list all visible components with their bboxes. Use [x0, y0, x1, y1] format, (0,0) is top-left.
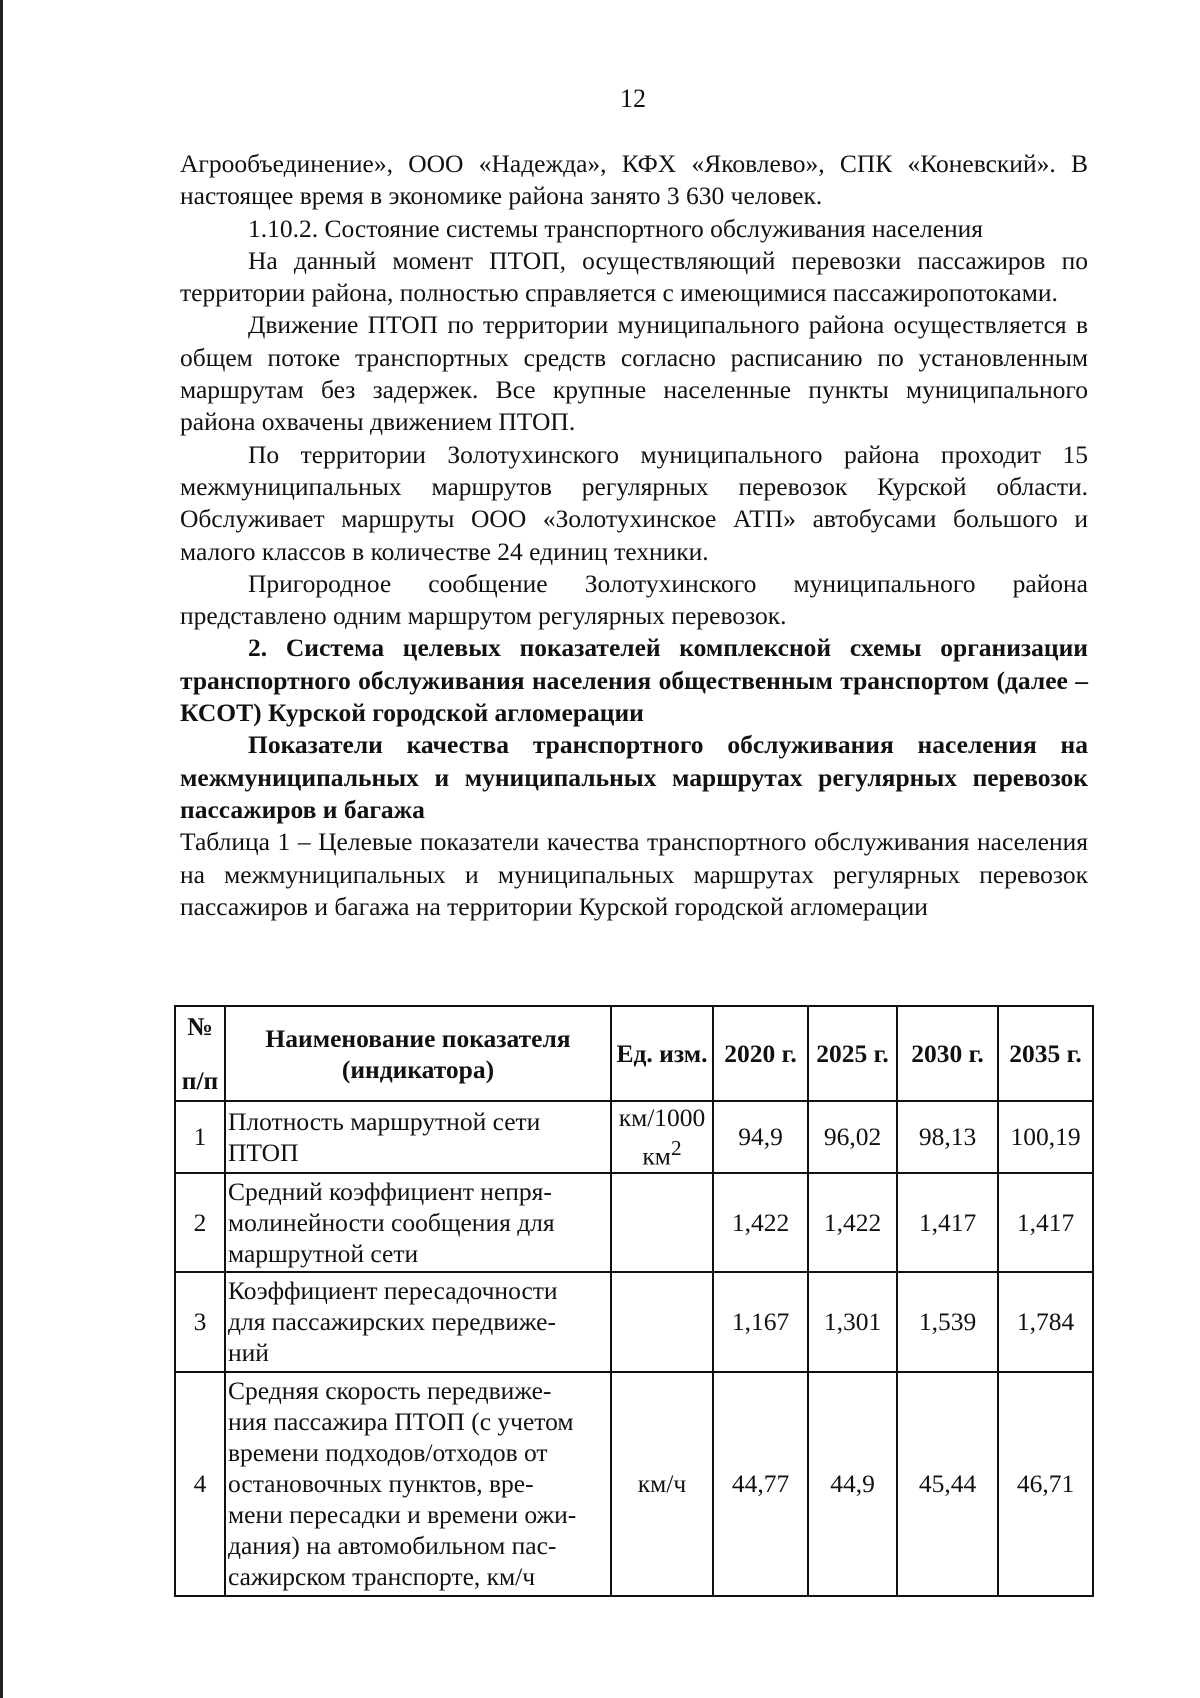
row-value-2035: 100,19 [998, 1101, 1093, 1173]
row-value-2020: 94,9 [713, 1101, 808, 1173]
row-indicator: Плотность маршрутной сети ПТОП [225, 1101, 611, 1173]
row-indicator: Коэффициент пересадочности для пассажирских передвиже- ний [225, 1272, 611, 1372]
row-value-2025: 44,9 [808, 1372, 897, 1596]
header-2035: 2035 г. [998, 1006, 1093, 1101]
header-num-symbol: № [187, 1012, 213, 1041]
paragraph: На данный момент ПТОП, осуществляющий перевозки пассажиров по территории района, полностью справляется с имеющимися пассажиропотоками. [180, 245, 1088, 308]
table-row [175, 1173, 1093, 1272]
row-value-2030: 45,44 [897, 1372, 998, 1596]
table-header-row [175, 1006, 1093, 1101]
table-row [175, 1272, 1093, 1372]
row-num: 2 [175, 1173, 225, 1272]
row-value-2035: 46,71 [998, 1372, 1093, 1596]
row-num: 3 [175, 1272, 225, 1372]
table-row [175, 1372, 1093, 1596]
table-row [175, 1101, 1093, 1173]
paragraph: Движение ПТОП по территории муниципального района осуществляется в общем потоке транспортных средств согласно расписанию по установленным маршрутам без задержек. Все крупные населенные пункты муниципального района охвачены движением ПТОП. [180, 310, 1088, 437]
row-value-2030: 1,417 [897, 1173, 998, 1272]
row-value-2030: 98,13 [897, 1101, 998, 1173]
document-body [180, 148, 1088, 923]
row-num: 4 [175, 1372, 225, 1596]
row-unit: км/1000 $км^2$ [611, 1101, 713, 1173]
paragraph: Пригородное сообщение Золотухинского муниципального района представлено одним маршрутом регулярных перевозок. [180, 568, 1088, 631]
row-num: 1 [175, 1101, 225, 1173]
row-value-2025: 1,422 [808, 1173, 897, 1272]
row-unit [611, 1173, 713, 1272]
header-2025: 2025 г. [808, 1006, 897, 1101]
header-num [175, 1006, 225, 1101]
subsection-heading: Показатели качества транспортного обслуживания населения на межмуниципальных и муниципальных маршрутах регулярных перевозок пассажиров и багажа [180, 730, 1088, 824]
subsection-title: 1.10.2. Состояние системы транспортного обслуживания населения [248, 213, 984, 243]
paragraph: Агрообъединение», ООО «Надежда», КФХ «Яковлево», СПК «Коневский». В настоящее время в экономике района занято 3 630 человек. [180, 149, 1088, 211]
header-name: Наименование показателя (индикатора) [225, 1006, 611, 1101]
row-value-2020: 44,77 [713, 1372, 808, 1596]
indicators-table [174, 1005, 1094, 1597]
row-indicator: Средняя скорость передвиже- ния пассажира ПТОП (с учетом времени подходов/отходов от остановочных пунктов, вре- мени пересадки и времени ожи- дания) на автомобильном пас- сажирском транспорте, км/ч [225, 1372, 611, 1596]
table-caption: Таблица 1 – Целевые показатели качества транспортного обслуживания населения на межмуниципальных и муниципальных маршрутах регулярных перевозок пассажиров и багажа на территории Курской городской агломерации [180, 827, 1088, 921]
row-indicator: Средний коэффициент непря- молинейности сообщения для маршрутной сети [225, 1173, 611, 1272]
row-value-2025: 96,02 [808, 1101, 897, 1173]
row-value-2025: 1,301 [808, 1272, 897, 1372]
row-unit [611, 1272, 713, 1372]
header-unit: Ед. изм. [611, 1006, 713, 1101]
page-number: 12 [620, 84, 646, 113]
header-num-label: п/п [181, 1066, 219, 1095]
row-value-2020: 1,167 [713, 1272, 808, 1372]
row-value-2035: 1,784 [998, 1272, 1093, 1372]
row-value-2030: 1,539 [897, 1272, 998, 1372]
row-unit: км/ч [611, 1372, 713, 1596]
header-2030: 2030 г. [897, 1006, 998, 1101]
section-heading: 2. Система целевых показателей комплексной схемы организации транспортного обслуживания населения общественным транспортом (далее – КСОТ) Курской городской агломерации [180, 633, 1088, 728]
row-value-2020: 1,422 [713, 1173, 808, 1272]
row-value-2035: 1,417 [998, 1173, 1093, 1272]
page-left-edge [0, 0, 3, 1698]
header-2020: 2020 г. [713, 1006, 808, 1101]
paragraph: По территории Золотухинского муниципального района проходит 15 межмуниципальных маршрутов регулярных перевозок Курской области. Обслуживает маршруты ООО «Золотухинское АТП» автобусами большого и малого классов в количестве 24 единиц техники. [180, 439, 1088, 566]
